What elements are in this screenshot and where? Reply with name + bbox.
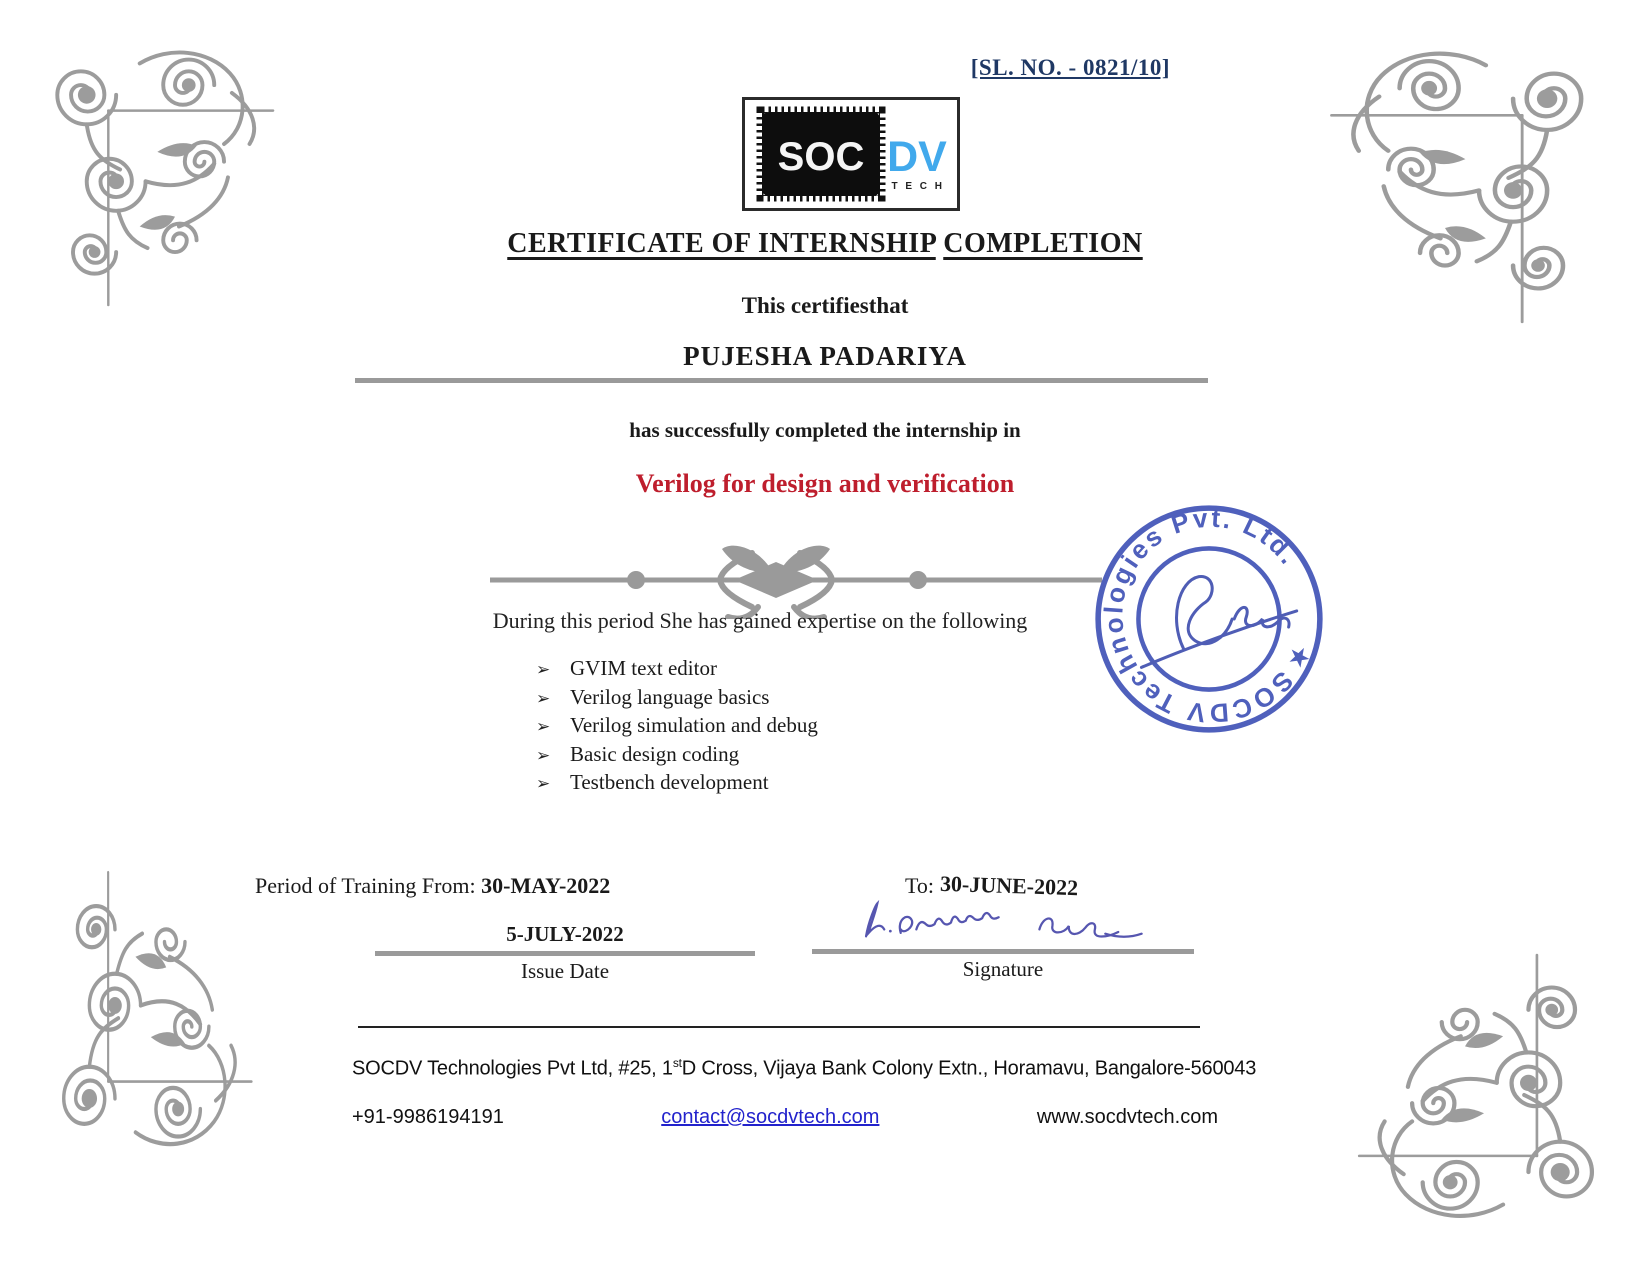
logo-tech-text: T E C H	[891, 181, 945, 192]
issue-date-block	[375, 922, 755, 984]
skill-item	[536, 685, 818, 714]
expertise-heading: During this period She has gained expertise on the following	[492, 608, 1028, 633]
bullet-arrow-icon: ➢	[536, 774, 551, 793]
title-part-1: CERTIFICATE OF INTERNSHIP	[507, 228, 936, 259]
certificate-title	[0, 228, 1650, 260]
corner-flourish-top-left-icon	[22, 34, 277, 309]
skill-label: Verilog simulation and debug	[570, 713, 818, 737]
signature-block	[812, 893, 1194, 982]
contact-row	[352, 1106, 1218, 1129]
skill-label: Basic design coding	[570, 741, 740, 766]
signature-handwriting	[833, 893, 1173, 945]
issue-date-rule	[375, 951, 755, 956]
skills-list	[536, 656, 818, 799]
skill-item	[536, 770, 818, 799]
skill-item	[536, 713, 818, 742]
logo-dv-text: DV	[887, 133, 947, 181]
email-link[interactable]: contact@socdvtech.com	[661, 1106, 880, 1128]
company-address	[352, 1056, 1256, 1081]
certifies-text: This certifiesthat	[741, 293, 909, 318]
signature-label: Signature	[962, 957, 1044, 981]
address-superscript: st	[672, 1056, 682, 1070]
address-prefix: SOCDV Technologies Pvt Ltd, #25, 1	[352, 1057, 673, 1080]
stamp-star-icon: ★	[1282, 643, 1316, 672]
skill-label: Verilog language basics	[570, 684, 770, 709]
training-to-label: To:	[905, 873, 940, 898]
completion-text: has successfully completed the internship in	[629, 418, 1021, 442]
corner-flourish-top-right-icon	[1327, 34, 1622, 326]
socdv-logo	[742, 97, 960, 211]
title-part-2: COMPLETION	[943, 228, 1143, 259]
issue-date-value: 5-JULY-2022	[506, 922, 624, 946]
footer-separator	[358, 1026, 1200, 1028]
recipient-name: PUJESHA PADARIYA	[683, 341, 967, 371]
training-from-label: Period of Training From:	[255, 873, 482, 898]
stamp-ring-text: SOCDV Technologies Pvt. Ltd.	[1098, 502, 1306, 729]
bullet-arrow-icon: ➢	[536, 745, 551, 765]
recipient-underline	[355, 378, 1208, 383]
website-url: www.socdvtech.com	[1036, 1106, 1218, 1128]
logo-soc-text: SOC	[777, 135, 865, 179]
address-suffix: D Cross, Vijaya Bank Colony Extn., Horamavu, Bangalore-560043	[681, 1057, 1257, 1080]
company-stamp	[1083, 498, 1335, 740]
corner-flourish-bottom-right-icon	[1355, 951, 1630, 1235]
signature-rule	[812, 949, 1194, 954]
issue-date-label: Issue Date	[520, 959, 610, 983]
training-from-date: 30-MAY-2022	[481, 873, 611, 898]
skill-label: Testbench development	[570, 770, 769, 794]
skill-label: GVIM text editor	[570, 656, 717, 680]
course-title: Verilog for design and verification	[635, 469, 1015, 498]
bullet-arrow-icon: ➢	[536, 688, 551, 708]
bullet-arrow-icon: ➢	[536, 660, 551, 679]
phone-number: +91-9986194191	[352, 1106, 504, 1128]
bullet-arrow-icon: ➢	[536, 717, 551, 736]
corner-flourish-bottom-left-icon	[33, 868, 255, 1164]
training-to-date: 30-JUNE-2022	[939, 870, 1078, 901]
skill-item	[536, 742, 818, 771]
serial-number: [SL. NO. - 0821/10]	[970, 55, 1170, 80]
skill-item	[536, 656, 818, 685]
